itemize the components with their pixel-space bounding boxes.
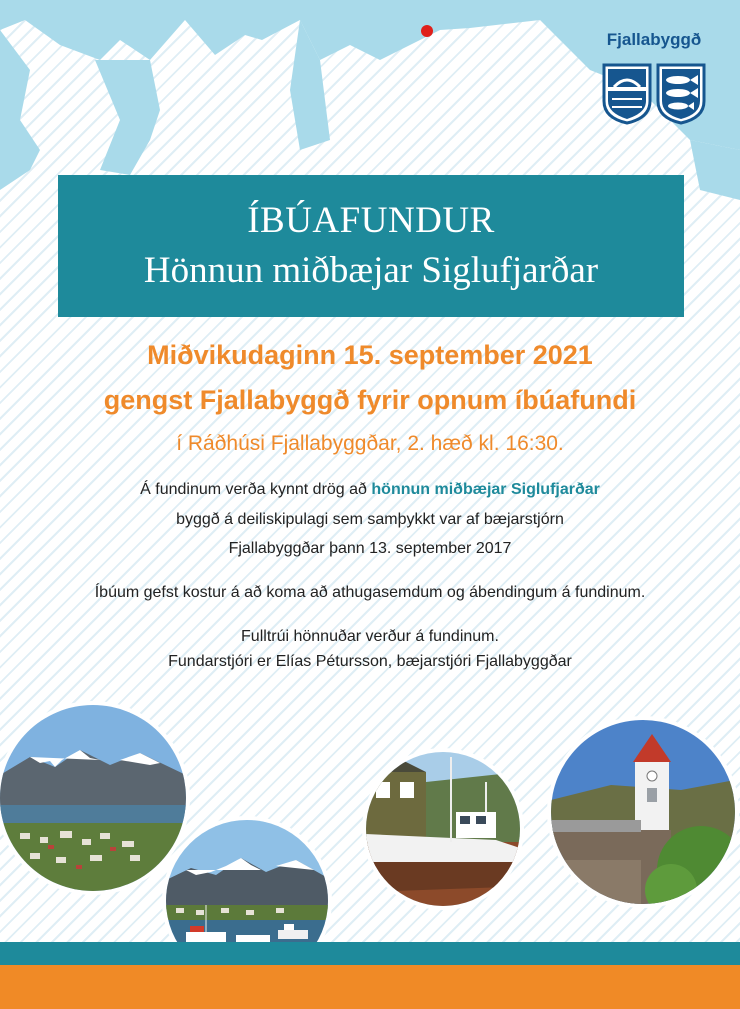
banner-subtitle: Hönnun miðbæjar Siglufjarðar <box>143 250 599 291</box>
body-paragraph-2: Íbúum gefst kostur á að koma að athugasemdum og ábendingum á fundinum. <box>94 584 646 601</box>
banner-title: ÍBÚAFUNDUR <box>247 200 495 241</box>
announcement-headline: gengst Fjallabyggð fyrir opnum íbúafundi <box>103 385 637 415</box>
fishing-boat-photo <box>366 752 520 906</box>
olafsfjordur-fish-coat-of-arms-icon <box>656 63 706 125</box>
town-and-mountains-photo <box>0 705 186 891</box>
body-paragraph-3-line-1: Fulltrúi hönnuðar verður á fundinum. <box>241 628 499 645</box>
announcement-location: í Ráðhúsi Fjallabyggðar, 2. hæð kl. 16:30. <box>176 432 564 455</box>
orange-stripe <box>0 965 740 1009</box>
teal-stripe <box>0 942 740 965</box>
body-paragraph-1-line-1 <box>0 480 740 500</box>
announcement-date: Miðvikudaginn 15. september 2021 <box>147 340 593 370</box>
body-paragraph-3-line-2: Fundarstjóri er Elías Pétursson, bæjarstjóri Fjallabyggðar <box>168 653 572 670</box>
church-tower-photo <box>551 720 735 904</box>
fjallabyggd-logo <box>598 30 710 130</box>
body-highlight: hönnun miðbæjar Siglufjarðar <box>371 481 600 498</box>
logo-name: Fjallabyggð <box>606 30 702 49</box>
body-paragraph-1-line-2: byggð á deiliskipulagi sem samþykkt var af bæjarstjórn <box>176 511 564 528</box>
body-paragraph-1-line-3: Fjallabyggðar þann 13. september 2017 <box>228 540 512 557</box>
location-marker-icon <box>421 25 433 37</box>
body-text-intro: Á fundinum verða kynnt drög að <box>140 481 367 498</box>
title-banner <box>58 175 684 317</box>
siglufjordur-coat-of-arms-icon <box>602 63 652 125</box>
